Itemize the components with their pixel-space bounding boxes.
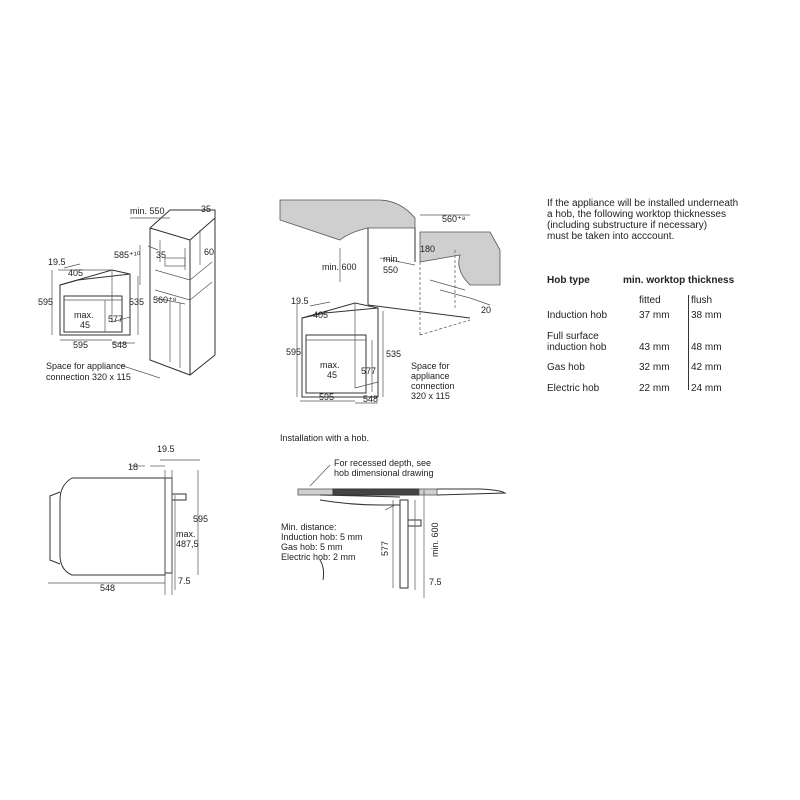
side-dim-487-5: 487,5 [176, 539, 199, 549]
row-fitted: 32 mm [639, 362, 670, 373]
space-label-line1: Space for [411, 361, 450, 371]
min-distance-induction: Induction hob: 5 mm [281, 532, 363, 542]
side-dim-548: 548 [100, 583, 116, 593]
note-line: (including substructure if necessary) [547, 220, 708, 231]
space-label-line3: connection [411, 381, 455, 391]
hob-install-title: Installation with a hob. [280, 433, 370, 443]
tall-cabinet-illustration [130, 210, 215, 375]
row-fitted: 37 mm [639, 310, 670, 321]
row-name: Electric hob [547, 383, 600, 394]
note-line: a hob, the following worktop thicknesses [547, 209, 726, 220]
dim-35-top: 35 [201, 204, 212, 214]
recess-note-line1: For recessed depth, see [334, 458, 432, 468]
dim-560: 560⁺⁸ [442, 214, 466, 224]
hob-dim-7-5: 7.5 [429, 577, 442, 587]
dim-405: 405 [313, 310, 329, 320]
dim-35-mid: 35 [156, 250, 167, 260]
dim-max-label: max. [74, 310, 94, 320]
min-distance-title: Min. distance: [281, 522, 337, 532]
oven-front-illustration-2 [297, 302, 383, 403]
hob-dim-min-600: min. 600 [430, 522, 440, 557]
hob-dim-577: 577 [380, 540, 390, 556]
dim-535: 535 [386, 349, 402, 359]
dim-595-height: 595 [38, 297, 54, 307]
row-flush: 24 mm [691, 383, 722, 394]
oven-front-illustration [52, 264, 138, 343]
dim-405: 405 [68, 268, 84, 278]
row-name: Induction hob [547, 310, 608, 321]
dim-19-5: 19.5 [48, 257, 66, 267]
row-name: Full surface [547, 331, 599, 342]
note-line: If the appliance will be installed underneath [547, 198, 739, 209]
side-dim-595: 595 [193, 514, 209, 524]
row-fitted: 22 mm [639, 383, 670, 394]
col-header-hob-type: Hob type [547, 275, 590, 286]
space-label-line1: Space for appliance [46, 361, 126, 371]
under-counter-diagram [280, 200, 500, 404]
dim-20: 20 [481, 305, 492, 315]
side-dim-max: max. [176, 529, 196, 539]
dim-560: 560⁺⁸ [153, 295, 177, 305]
dim-min-600: min. 600 [322, 262, 357, 272]
space-label-line2: connection 320 x 115 [46, 372, 131, 382]
sub-header-fitted: fitted [639, 295, 661, 306]
dim-548: 548 [363, 394, 379, 404]
row-flush: 42 mm [691, 362, 722, 373]
space-label-line2: appliance [411, 371, 450, 381]
dim-min-550-a: min. [383, 254, 401, 264]
worktop-note [547, 198, 787, 242]
row-fitted: 43 mm [639, 342, 670, 353]
dim-19-5: 19.5 [291, 296, 309, 306]
dim-577: 577 [108, 314, 124, 324]
dim-45: 45 [80, 320, 91, 330]
dim-595-height: 595 [286, 347, 302, 357]
side-dim-7-5: 7.5 [178, 576, 191, 586]
dim-180: 180 [420, 244, 436, 254]
row-name: induction hob [547, 342, 607, 353]
dim-535: 535 [129, 297, 145, 307]
tall-unit-diagram [38, 204, 215, 382]
dim-60: 60 [204, 247, 215, 257]
dim-595-width: 595 [73, 340, 89, 350]
note-line: must be taken into acccount. [547, 231, 675, 242]
column-separator [688, 295, 689, 390]
side-view-diagram [48, 460, 200, 595]
min-distance-electric: Electric hob: 2 mm [281, 552, 356, 562]
sub-header-flush: flush [691, 295, 713, 306]
recess-note-line2: hob dimensional drawing [334, 468, 434, 478]
side-dim-18: 18 [128, 462, 139, 472]
dim-595-width: 595 [319, 392, 335, 402]
dim-max-label: max. [320, 360, 340, 370]
min-distance-gas: Gas hob: 5 mm [281, 542, 343, 552]
col-header-min-thickness: min. worktop thickness [623, 275, 735, 286]
dim-585: 585⁺¹⁰ [114, 250, 141, 260]
dim-min-550-b: 550 [383, 265, 399, 275]
dim-548: 548 [112, 340, 128, 350]
row-name: Gas hob [547, 362, 585, 373]
row-flush: 38 mm [691, 310, 722, 321]
dim-min-550: min. 550 [130, 206, 165, 216]
side-dim-19-5: 19.5 [157, 444, 175, 454]
row-flush: 48 mm [691, 342, 722, 353]
dim-45: 45 [327, 370, 338, 380]
space-label-line4: 320 x 115 [411, 391, 450, 401]
dim-577: 577 [361, 366, 377, 376]
